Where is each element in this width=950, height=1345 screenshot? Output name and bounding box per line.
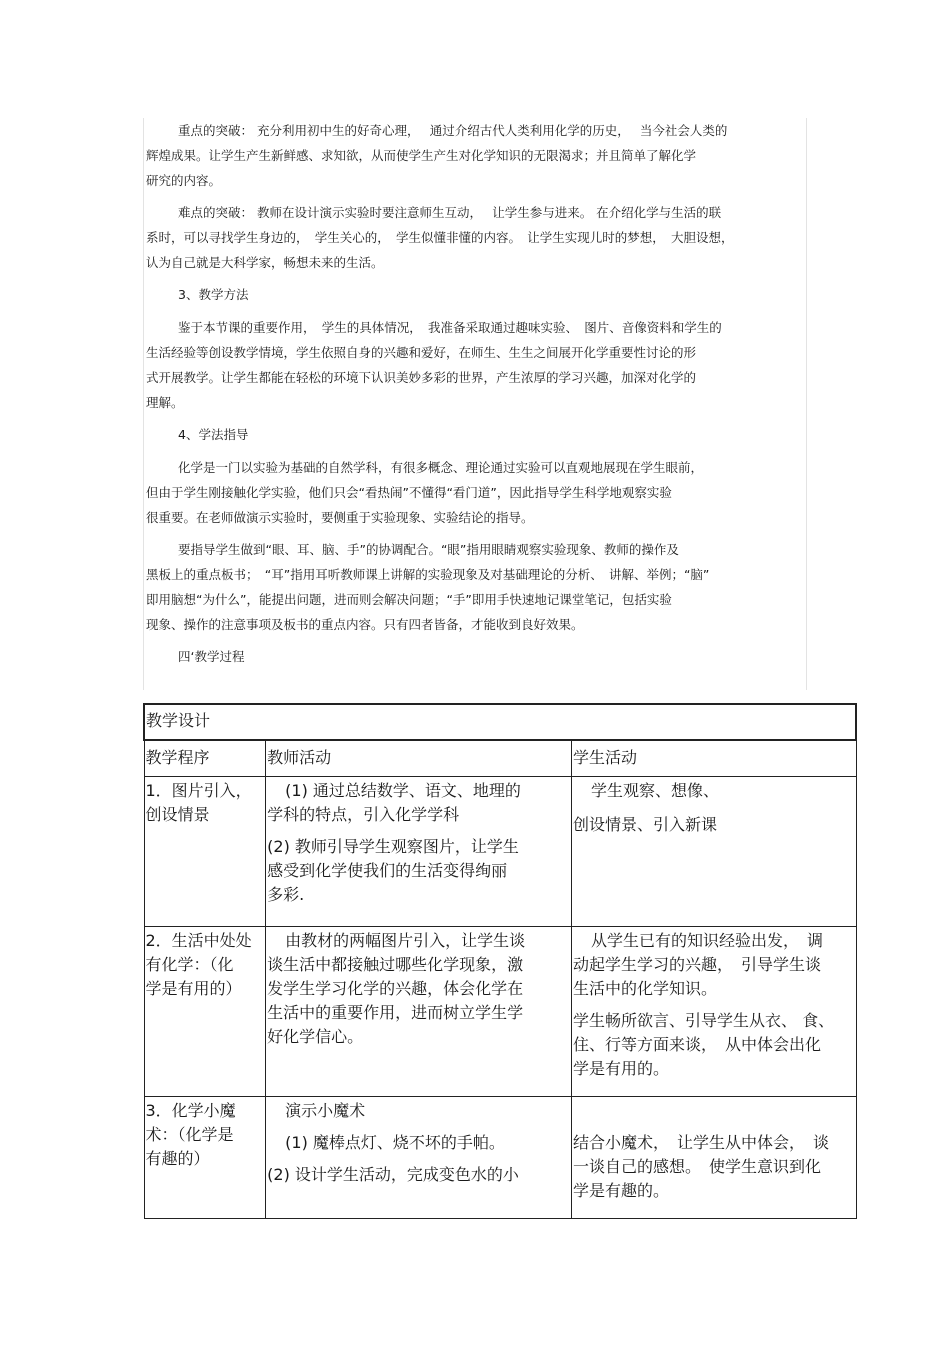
cell-line: 3．化学小魔 — [145, 1100, 236, 1120]
cell-paragraph — [573, 813, 855, 837]
text-line: 式开展教学。让学生都能在轻松的环境下认识美妙多彩的世界，产生浓厚的学习兴趣，加深对化学的 — [146, 370, 697, 385]
cell-line: 创设情景、引入新课 — [573, 814, 718, 834]
cell-line: 一谈自己的感想。 使学生意识到化 — [573, 1156, 822, 1176]
cell-paragraph — [573, 1131, 855, 1203]
teacher-activity-cell — [266, 1096, 572, 1218]
cell-line: 好化学信心。 — [267, 1026, 364, 1046]
cell-line: 生活中的重要作用，进而树立学生学 — [267, 1002, 524, 1022]
teacher-activity-cell — [266, 926, 572, 1096]
text-line: 生活经验等创设教学情境，学生依照自身的兴趣和爱好，在师生、生生之间展开化学重要性讨论的形 — [146, 345, 697, 360]
procedure-cell — [144, 776, 266, 926]
cell-line: 有趣的） — [145, 1148, 210, 1168]
paragraph-study-guidance — [146, 455, 806, 530]
text-line: 很重要。在老师做演示实验时，要侧重于实验现象、实验结论的指导。 — [146, 510, 534, 525]
cell-line: 住、行等方面来谈， 从中体会出化 — [573, 1034, 822, 1054]
text-line: 研究的内容。 — [146, 173, 222, 188]
text-line: 要指导学生做到“眼、耳、脑、手”的协调配合。“眼”指用眼睛观察实验现象、教师的操作及 — [178, 542, 679, 557]
text-line: 理解。 — [146, 395, 184, 410]
cell-paragraph — [267, 779, 571, 827]
cell-line: 从学生已有的知识经验出发， 调 — [591, 930, 824, 950]
section-heading-teaching-method: 3、教学方法 — [178, 287, 249, 302]
teaching-design-table — [143, 703, 857, 1219]
procedure-cell — [144, 1096, 266, 1218]
cell-paragraph — [573, 779, 855, 803]
cell-line: 术：（化学是 — [145, 1124, 234, 1144]
student-activity-cell — [572, 926, 856, 1096]
text-line: 但由于学生刚接触化学实验，他们只会“看热闹”不懂得“看门道”，因此指导学生科学地观察实验 — [146, 485, 672, 500]
table-row — [144, 1096, 856, 1218]
header-procedure: 教学程序 — [144, 740, 266, 776]
table-row — [144, 776, 856, 926]
cell-paragraph — [573, 1009, 855, 1081]
text-line: 难点的突破： 教师在设计演示实验时要注意师生互动， 让学生参与进来。 在介绍化学与生活的联 — [178, 205, 722, 220]
cell-paragraph — [267, 1099, 571, 1123]
table-row — [144, 926, 856, 1096]
cell-line: 发学生学习化学的兴趣，体会化学在 — [267, 978, 524, 998]
cell-line: 1．图片引入， — [145, 780, 252, 800]
cell-line: 谈生活中都接触过哪些化学现象，激 — [267, 954, 524, 974]
text-line: 重点的突破： 充分利用初中生的好奇心理， 通过介绍古代人类利用化学的历史， 当今社会人类的 — [178, 123, 728, 138]
cell-paragraph — [267, 835, 571, 907]
cell-line: 学生观察、想像、 — [591, 780, 720, 800]
cell-line: (1) 魔棒点灯、烧不坏的手帕。 — [285, 1132, 505, 1152]
header-student-activity: 学生活动 — [572, 740, 856, 776]
cell-line: 结合小魔术， 让学生从中体会， 谈 — [573, 1132, 830, 1152]
table-title: 教学设计 — [144, 704, 856, 740]
cell-line: 学是有用的） — [145, 978, 242, 998]
cell-line: 创设情景 — [145, 804, 210, 824]
cell-line: 学是有用的。 — [573, 1058, 670, 1078]
cell-line: (2) 设计学生活动，完成变色水的小 — [267, 1164, 519, 1184]
cell-paragraph — [573, 929, 855, 1001]
student-activity-cell — [572, 1096, 856, 1218]
cell-line: 动起学生学习的兴趣， 引导学生谈 — [573, 954, 822, 974]
cell-paragraph — [267, 1163, 571, 1187]
text-line: 鉴于本节课的重要作用， 学生的具体情况， 我准备采取通过趣味实验、 图片、音像资料和学生的 — [178, 320, 722, 335]
section-heading-study-guidance: 4、学法指导 — [178, 427, 249, 442]
cell-line: 2．生活中处处 — [145, 930, 252, 950]
text-line: 黑板上的重点板书； “耳”指用耳听教师课上讲解的实验现象及对基础理论的分析、 讲解、举例；“脑” — [146, 567, 710, 582]
paragraph-coordination — [146, 537, 806, 637]
cell-line: (2) 教师引导学生观察图片，让学生 — [267, 836, 519, 856]
cell-paragraph — [267, 929, 571, 1049]
text-line: 系时，可以寻找学生身边的， 学生关心的， 学生似懂非懂的内容。 让学生实现儿时的梦想， 大胆设想， — [146, 230, 734, 245]
text-line: 即用脑想“为什么”，能提出问题，进而则会解决问题；“手”即用手快速地记课堂笔记，包括实验 — [146, 592, 672, 607]
cell-line: 学科的特点，引入化学学科 — [267, 804, 460, 824]
cell-line: 学生畅所欲言、引导学生从衣、 食、 — [573, 1010, 835, 1030]
text-line: 认为自己就是大科学家，畅想未来的生活。 — [146, 255, 384, 270]
paragraph-teaching-method — [146, 315, 806, 415]
cell-line: 演示小魔术 — [285, 1100, 366, 1120]
text-body — [143, 118, 807, 690]
cell-line: (1) 通过总结数学、语文、地理的 — [285, 780, 521, 800]
cell-line: 有化学：（化 — [145, 954, 234, 974]
section-heading-teaching-process: 四‘教学过程 — [178, 649, 245, 664]
cell-line: 由教材的两幅图片引入，让学生谈 — [285, 930, 526, 950]
teacher-activity-cell — [266, 776, 572, 926]
paragraph-key-breakthrough — [146, 118, 806, 193]
procedure-cell — [144, 926, 266, 1096]
text-line: 辉煌成果。让学生产生新鲜感、求知欲，从而使学生产生对化学知识的无限渴求；并且简单了解化学 — [146, 148, 697, 163]
student-activity-cell — [572, 776, 856, 926]
text-line: 现象、操作的注意事项及板书的重点内容。只有四者皆备，才能收到良好效果。 — [146, 617, 584, 632]
cell-line: 多彩. — [267, 884, 305, 904]
cell-line: 生活中的化学知识。 — [573, 978, 718, 998]
paragraph-difficulty-breakthrough — [146, 200, 806, 275]
text-line: 化学是一门以实验为基础的自然学科，有很多概念、理论通过实验可以直观地展现在学生眼前， — [178, 460, 704, 475]
header-teacher-activity: 教师活动 — [266, 740, 572, 776]
cell-line: 学是有趣的。 — [573, 1180, 670, 1200]
cell-line: 感受到化学使我们的生活变得绚丽 — [267, 860, 508, 880]
cell-paragraph — [267, 1131, 571, 1155]
